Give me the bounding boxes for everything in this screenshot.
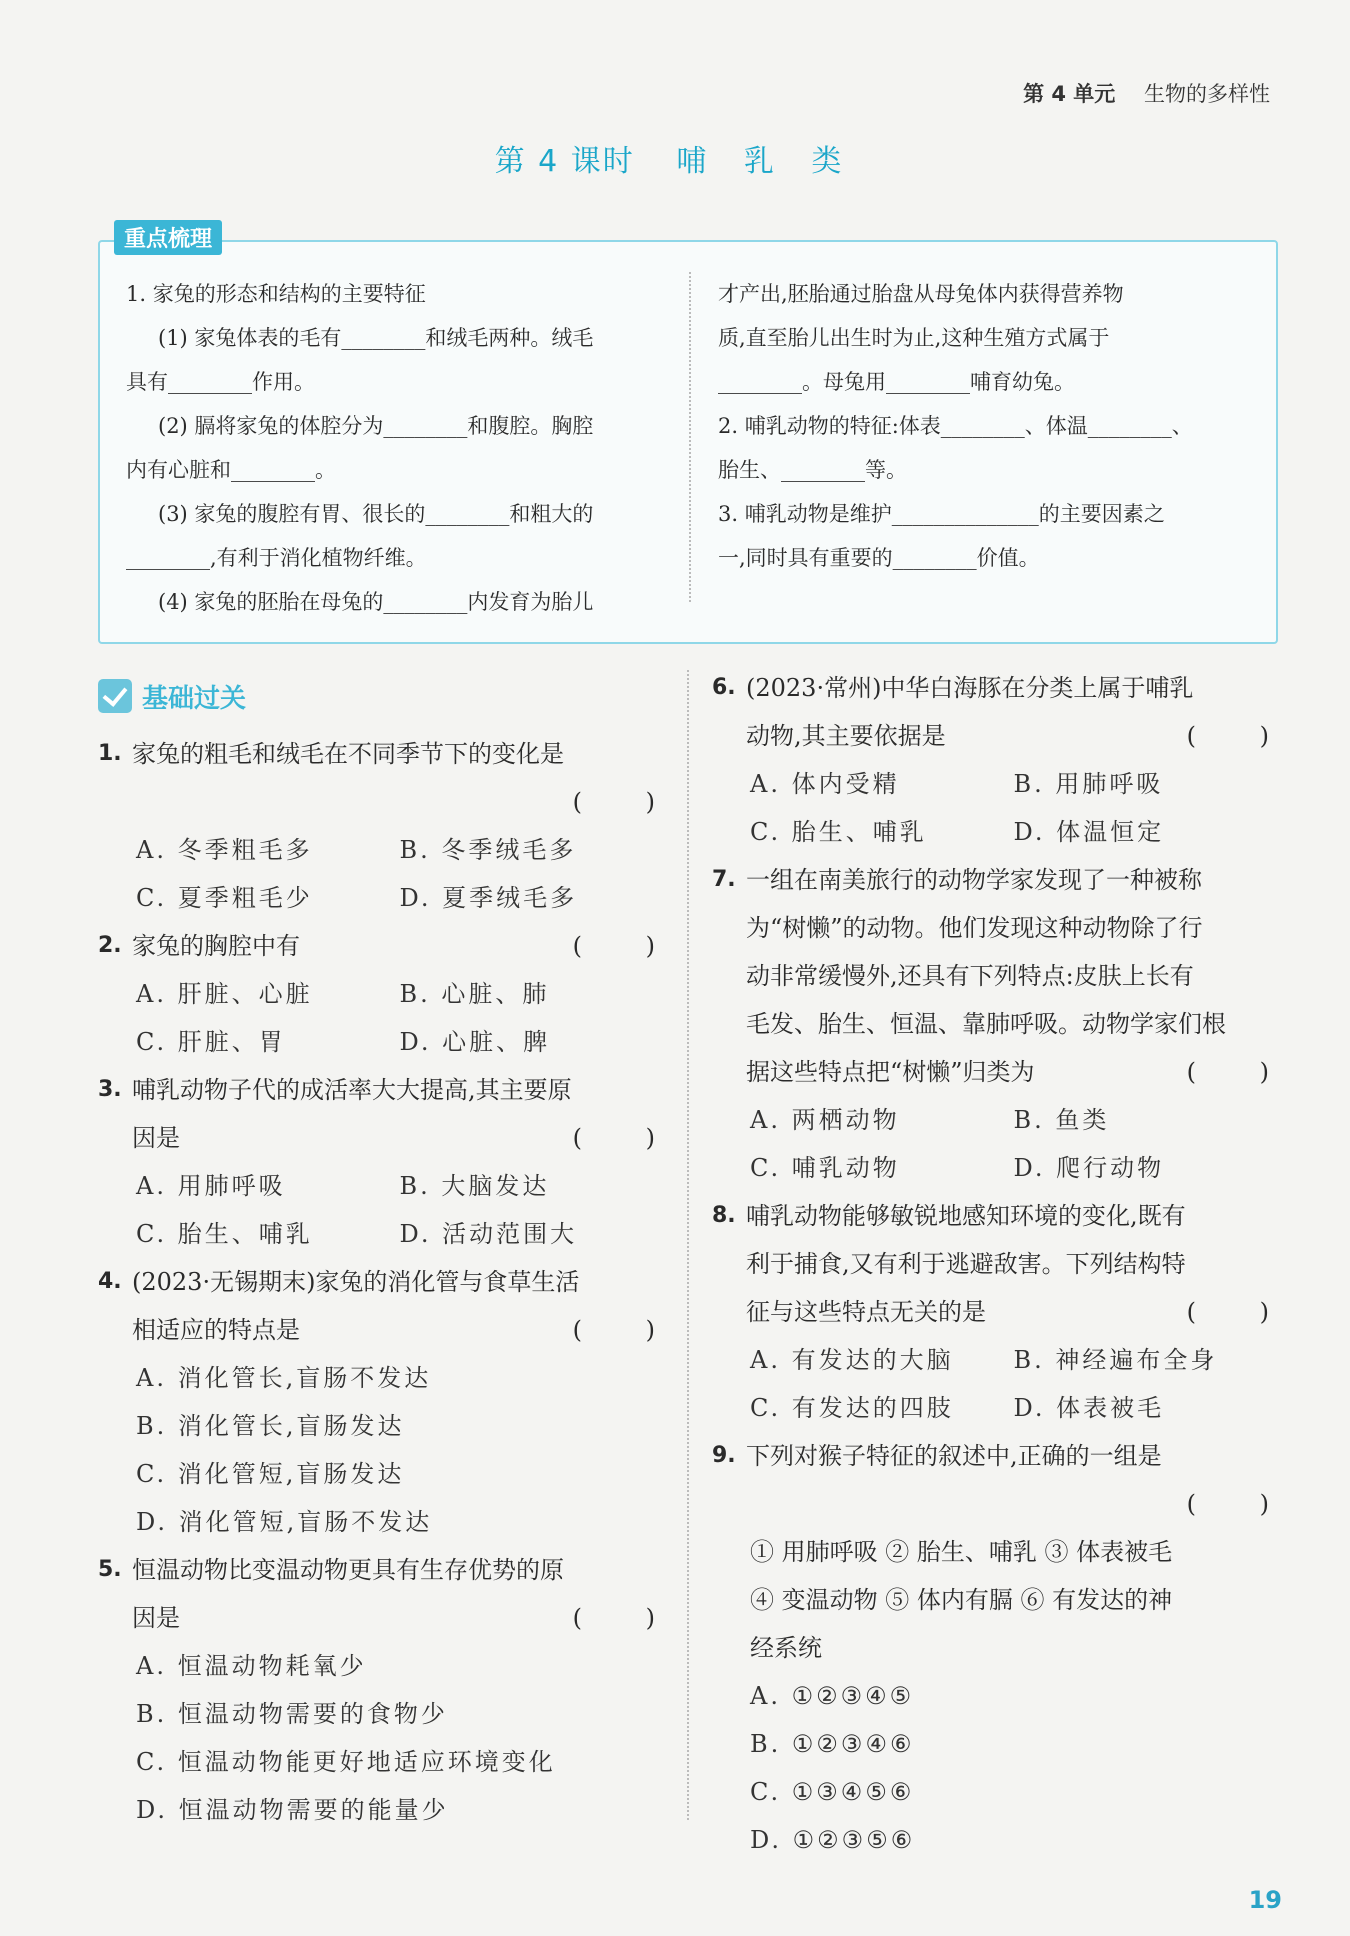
question-line-text: 征与这些特点无关的是 [746, 1298, 986, 1326]
option-a: A. 消化管长,盲肠不发达 [136, 1364, 432, 1392]
subject-label: 生物的多样性 [1144, 82, 1270, 106]
question-item [98, 1066, 683, 1162]
option-d: D. 心脏、脾 [399, 1028, 551, 1056]
key-point-line: 2. 哺乳动物的特征:体表________、体温________、 [718, 414, 1193, 438]
option-b: B. ①②③④⑥ [750, 1730, 915, 1758]
options-list [98, 826, 663, 922]
question-item [98, 1546, 683, 1642]
question-line: 下列对猴子特征的叙述中,正确的一组是 [746, 1442, 1162, 1470]
column-divider [687, 670, 689, 1820]
key-points-box [98, 227, 1278, 644]
answer-bracket: ( ) [1186, 722, 1297, 750]
key-point-line: ________。母兔用________哺育幼兔。 [718, 370, 1075, 394]
question-line: (2023·常州)中华白海豚在分类上属于哺乳 [746, 674, 1194, 702]
option-d: D. 夏季绒毛多 [399, 884, 578, 912]
answer-bracket: ( ) [1186, 1298, 1297, 1326]
option-d: D. 体表被毛 [1013, 1394, 1165, 1422]
lesson-name: 哺 乳 类 [676, 144, 856, 179]
options-list [712, 760, 1277, 856]
question-line [132, 1114, 683, 1162]
option-b: B. 用肺呼吸 [1013, 770, 1164, 798]
key-point-line: 一,同时具有重要的________价值。 [718, 546, 1040, 570]
question-number: 7. [712, 867, 736, 892]
basic-section-header [98, 676, 246, 716]
option-c: C. 消化管短,盲肠发达 [136, 1460, 405, 1488]
key-point-line: (3) 家兔的腹腔有胃、很长的________和粗大的 [158, 502, 594, 526]
question-line [132, 922, 683, 970]
key-points-right-column [718, 272, 1250, 580]
option-b: B. 消化管长,盲肠发达 [136, 1412, 405, 1440]
answer-bracket: ( ) [572, 1604, 683, 1632]
options-list [98, 1162, 663, 1258]
lesson-title [0, 136, 1350, 180]
option-c: C. 恒温动物能更好地适应环境变化 [136, 1748, 556, 1776]
statement-line: ① 用肺呼吸 ② 胎生、哺乳 ③ 体表被毛 [750, 1538, 1173, 1566]
option-b: B. 心脏、肺 [399, 980, 550, 1008]
question-text [132, 1258, 683, 1354]
checkbox-check-icon [98, 679, 132, 713]
question-line-text: 相适应的特点是 [132, 1316, 300, 1344]
key-point-line: (1) 家兔体表的毛有________和绒毛两种。绒毛 [158, 326, 594, 350]
question-line: 为“树懒”的动物。他们发现这种动物除了行 [746, 914, 1203, 942]
key-point-line: (4) 家兔的胚胎在母兔的________内发育为胎儿 [158, 590, 594, 614]
question-line [132, 778, 683, 826]
question-line: 动非常缓慢外,还具有下列特点:皮肤上长有 [746, 962, 1194, 990]
lesson-number: 第 4 课时 [494, 144, 635, 179]
question-line [746, 1480, 1297, 1528]
basic-section-label: 基础过关 [142, 683, 247, 714]
key-point-line: 胎生、________等。 [718, 458, 907, 482]
option-d: D. 体温恒定 [1013, 818, 1165, 846]
key-points-tag: 重点梳理 [114, 220, 222, 255]
question-line: 恒温动物比变温动物更具有生存优势的原 [132, 1556, 564, 1584]
key-point-line: 3. 哺乳动物是维护______________的主要因素之 [718, 502, 1165, 526]
option-c: C. 胎生、哺乳 [750, 818, 927, 846]
question-number: 6. [712, 675, 736, 700]
question-line [132, 1306, 683, 1354]
key-points-divider [689, 272, 691, 602]
option-b: B. 鱼类 [1013, 1106, 1110, 1134]
option-b: B. 恒温动物需要的食物少 [136, 1700, 448, 1728]
question-line [132, 1594, 683, 1642]
key-point-line: (2) 膈将家兔的体腔分为________和腹腔。胸腔 [158, 414, 594, 438]
option-a: A. 肝脏、心脏 [136, 980, 313, 1008]
question-line: 一组在南美旅行的动物学家发现了一种被称 [746, 866, 1202, 894]
option-d: D. 消化管短,盲肠不发达 [136, 1508, 433, 1536]
key-point-line: 具有________作用。 [126, 370, 315, 394]
question-item [98, 730, 683, 826]
options-list [98, 970, 663, 1066]
answer-bracket: ( ) [572, 788, 683, 816]
question-text [746, 664, 1297, 760]
key-points-left-column [126, 272, 658, 624]
options-list [712, 1672, 1277, 1864]
question-number: 5. [98, 1557, 122, 1582]
page-header [1023, 78, 1270, 108]
question-line-text: 据这些特点把“树懒”归类为 [746, 1058, 1035, 1086]
question-item [712, 1192, 1297, 1336]
option-a: A. 冬季粗毛多 [136, 836, 313, 864]
option-d: D. 恒温动物需要的能量少 [136, 1796, 449, 1824]
option-d: D. 活动范围大 [399, 1220, 578, 1248]
option-a: A. 有发达的大脑 [750, 1346, 954, 1374]
option-c: C. 夏季粗毛少 [136, 884, 313, 912]
statement-list [712, 1528, 1277, 1672]
option-c: C. 肝脏、胃 [136, 1028, 286, 1056]
answer-bracket: ( ) [572, 1124, 683, 1152]
option-a: A. 两栖动物 [750, 1106, 900, 1134]
page-number: 19 [1248, 1886, 1282, 1914]
question-line: 哺乳动物能够敏锐地感知环境的变化,既有 [746, 1202, 1186, 1230]
question-line: 利于捕食,又有利于逃避敌害。下列结构特 [746, 1250, 1186, 1278]
question-number: 4. [98, 1269, 122, 1294]
option-d: D. 爬行动物 [1013, 1154, 1165, 1182]
question-line-text: 因是 [132, 1604, 180, 1632]
key-point-line: 1. 家兔的形态和结构的主要特征 [126, 282, 426, 306]
options-list [712, 1096, 1277, 1192]
option-a: A. ①②③④⑤ [750, 1682, 915, 1710]
option-b: B. 神经遍布全身 [1013, 1346, 1218, 1374]
question-text [132, 1066, 683, 1162]
statement-line: 经系统 [750, 1634, 822, 1662]
answer-bracket: ( ) [1186, 1058, 1297, 1086]
question-item [98, 922, 683, 970]
question-item [712, 1432, 1297, 1528]
questions-left-column [98, 730, 683, 1834]
question-number: 8. [712, 1203, 736, 1228]
question-line [746, 712, 1297, 760]
key-point-line: 才产出,胚胎通过胎盘从母兔体内获得营养物 [718, 282, 1124, 306]
key-point-line: 质,直至胎儿出生时为止,这种生殖方式属于 [718, 326, 1110, 350]
question-text [746, 1192, 1297, 1336]
questions-right-column [712, 664, 1297, 1864]
question-line: 家兔的粗毛和绒毛在不同季节下的变化是 [132, 740, 564, 768]
statement-line: ④ 变温动物 ⑤ 体内有膈 ⑥ 有发达的神 [750, 1586, 1173, 1614]
question-number: 1. [98, 741, 122, 766]
question-item [98, 1258, 683, 1354]
question-line: 毛发、胎生、恒温、靠肺呼吸。动物学家们根 [746, 1010, 1226, 1038]
unit-label: 第 4 单元 [1023, 82, 1116, 106]
option-a: A. 用肺呼吸 [136, 1172, 286, 1200]
question-text [132, 922, 683, 970]
question-line-text: 因是 [132, 1124, 180, 1152]
question-text [132, 730, 683, 826]
option-d: D. ①②③⑤⑥ [750, 1826, 916, 1854]
option-c: C. ①③④⑤⑥ [750, 1778, 915, 1806]
question-number: 9. [712, 1443, 736, 1468]
answer-bracket: ( ) [572, 932, 683, 960]
question-text [132, 1546, 683, 1642]
question-number: 3. [98, 1077, 122, 1102]
question-line [746, 1048, 1297, 1096]
question-text [746, 856, 1297, 1096]
option-c: C. 有发达的四肢 [750, 1394, 954, 1422]
option-b: B. 冬季绒毛多 [399, 836, 577, 864]
option-a: A. 体内受精 [750, 770, 900, 798]
question-item [712, 664, 1297, 760]
option-c: C. 哺乳动物 [750, 1154, 900, 1182]
options-list [98, 1642, 663, 1834]
question-number: 2. [98, 933, 122, 958]
answer-bracket: ( ) [572, 1316, 683, 1344]
options-list [712, 1336, 1277, 1432]
question-text [746, 1432, 1297, 1528]
question-line: (2023·无锡期末)家兔的消化管与食草生活 [132, 1268, 580, 1296]
answer-bracket: ( ) [1186, 1490, 1297, 1518]
question-item [712, 856, 1297, 1096]
option-c: C. 胎生、哺乳 [136, 1220, 313, 1248]
question-line: 哺乳动物子代的成活率大大提高,其主要原 [132, 1076, 572, 1104]
option-a: A. 恒温动物耗氧少 [136, 1652, 367, 1680]
option-b: B. 大脑发达 [399, 1172, 550, 1200]
question-line-text: 动物,其主要依据是 [746, 722, 946, 750]
question-line-text: 家兔的胸腔中有 [132, 932, 300, 960]
key-point-line: ________,有利于消化植物纤维。 [126, 546, 427, 570]
question-line [746, 1288, 1297, 1336]
options-list [98, 1354, 663, 1546]
key-point-line: 内有心脏和________。 [126, 458, 336, 482]
